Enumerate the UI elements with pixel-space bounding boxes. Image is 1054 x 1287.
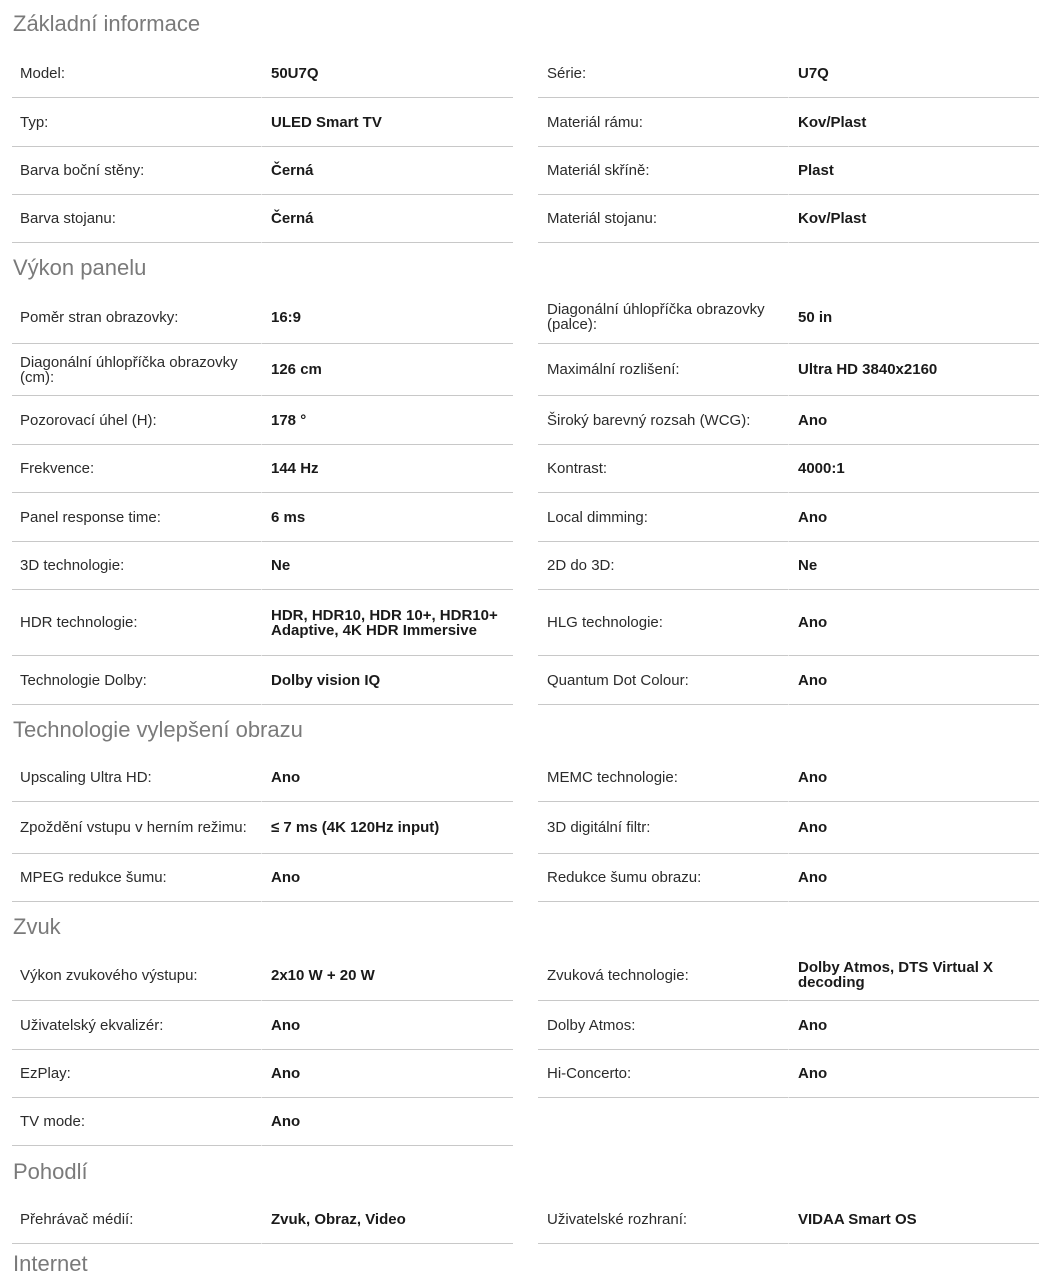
spec-label: Uživatelský ekvalizér: [12,1001,262,1050]
spec-column-left [12,753,513,902]
spec-row [538,291,1031,344]
spec-label: 2D do 3D: [538,542,789,590]
spec-value: Ano [789,1001,1039,1050]
spec-row [12,656,513,705]
spec-row [12,291,513,344]
spec-row [12,49,513,98]
spec-label: Série: [538,49,789,98]
spec-value: Ano [789,396,1039,445]
spec-value: Ano [262,1098,513,1146]
spec-value: 50 in [789,291,1039,344]
spec-label: Upscaling Ultra HD: [12,753,262,802]
spec-row [538,854,1031,902]
spec-row [538,49,1031,98]
spec-row [12,1195,513,1244]
spec-row [538,445,1031,493]
spec-value: ULED Smart TV [262,98,513,147]
spec-row [538,1195,1031,1244]
spec-label: Materiál rámu: [538,98,789,147]
spec-column-left [12,291,513,705]
spec-row [538,590,1031,656]
spec-row [538,753,1031,802]
spec-column-left [12,1195,513,1244]
spec-value: 2x10 W + 20 W [262,950,513,1001]
spec-value: 50U7Q [262,49,513,98]
spec-label: Diagonální úhlopříčka obrazovky (cm): [12,344,262,396]
spec-row [12,493,513,542]
spec-label: Materiál stojanu: [538,195,789,243]
spec-label: Barva boční stěny: [12,147,262,195]
spec-value: Ano [262,854,513,902]
spec-label: 3D digitální filtr: [538,802,789,854]
spec-row-empty [538,1098,1031,1146]
spec-column-right [530,950,1031,1146]
spec-row [538,950,1031,1001]
spec-label: Technologie Dolby: [12,656,262,705]
spec-row [538,542,1031,590]
spec-row [12,98,513,147]
spec-value: 6 ms [262,493,513,542]
spec-label: Typ: [12,98,262,147]
section-title: Pohodlí [13,1159,88,1184]
spec-table [12,1195,1031,1244]
spec-row [12,445,513,493]
spec-label: Model: [12,49,262,98]
spec-row [12,396,513,445]
spec-row [12,1050,513,1098]
spec-label: Poměr stran obrazovky: [12,291,262,344]
section-title: Technologie vylepšení obrazu [13,717,303,742]
spec-value: Plast [789,147,1039,195]
spec-row [538,1001,1031,1050]
spec-value: ≤ 7 ms (4K 120Hz input) [262,802,513,854]
spec-value: 144 Hz [262,445,513,493]
spec-value: Dolby Atmos, DTS Virtual X decoding [789,950,1039,1001]
spec-row [12,344,513,396]
spec-label: Barva stojanu: [12,195,262,243]
spec-label: Hi-Concerto: [538,1050,789,1098]
spec-value: Kov/Plast [789,195,1039,243]
spec-value: Ano [789,590,1039,656]
spec-label: Local dimming: [538,493,789,542]
spec-value: Ne [262,542,513,590]
spec-label: TV mode: [12,1098,262,1146]
spec-value: Ano [789,854,1039,902]
spec-value: Ano [789,656,1039,705]
spec-row [538,493,1031,542]
spec-label: Dolby Atmos: [538,1001,789,1050]
section-title: Zvuk [13,914,61,939]
spec-row [12,195,513,243]
spec-label: Panel response time: [12,493,262,542]
spec-row [12,542,513,590]
spec-row [12,1001,513,1050]
spec-label: Přehrávač médií: [12,1195,262,1244]
spec-label: MEMC technologie: [538,753,789,802]
spec-row [538,98,1031,147]
spec-column-left [12,49,513,243]
spec-row [538,195,1031,243]
spec-row [538,802,1031,854]
spec-value: Černá [262,195,513,243]
spec-label: Pozorovací úhel (H): [12,396,262,445]
spec-value: Ano [262,753,513,802]
spec-label: Frekvence: [12,445,262,493]
spec-column-right [530,1195,1031,1244]
spec-row [538,1050,1031,1098]
spec-label: HDR technologie: [12,590,262,656]
spec-column-right [530,753,1031,902]
spec-value: Ultra HD 3840x2160 [789,344,1039,396]
section-title: Výkon panelu [13,255,147,280]
spec-table [12,950,1031,1146]
spec-row [538,147,1031,195]
spec-value: Černá [262,147,513,195]
spec-label: MPEG redukce šumu: [12,854,262,902]
spec-row [12,802,513,854]
spec-label: HLG technologie: [538,590,789,656]
spec-label: Zpoždění vstupu v herním režimu: [12,802,262,854]
spec-label: Široký barevný rozsah (WCG): [538,396,789,445]
spec-row [538,656,1031,705]
spec-label: EzPlay: [12,1050,262,1098]
spec-value: Ano [262,1001,513,1050]
spec-row [12,950,513,1001]
spec-value: 126 cm [262,344,513,396]
spec-value: U7Q [789,49,1039,98]
spec-label: Quantum Dot Colour: [538,656,789,705]
spec-label: Redukce šumu obrazu: [538,854,789,902]
spec-label: Výkon zvukového výstupu: [12,950,262,1001]
spec-value: VIDAA Smart OS [789,1195,1039,1244]
spec-value: Ano [789,1050,1039,1098]
spec-label: 3D technologie: [12,542,262,590]
spec-row [12,147,513,195]
spec-value: Ne [789,542,1039,590]
spec-column-right [530,291,1031,705]
spec-label: Zvuková technologie: [538,950,789,1001]
spec-table [12,753,1031,902]
spec-value: Dolby vision IQ [262,656,513,705]
spec-row [538,396,1031,445]
spec-value: Zvuk, Obraz, Video [262,1195,513,1244]
spec-value: 178 ° [262,396,513,445]
spec-row [12,854,513,902]
spec-column-left [12,950,513,1146]
spec-table [12,49,1031,243]
section-title: Internet [13,1251,88,1276]
spec-value: Kov/Plast [789,98,1039,147]
spec-value: 4000:1 [789,445,1039,493]
spec-label: Maximální rozlišení: [538,344,789,396]
spec-row [538,344,1031,396]
spec-value: Ano [789,753,1039,802]
spec-row [12,753,513,802]
spec-table [12,291,1031,705]
spec-label: Materiál skříně: [538,147,789,195]
spec-value: Ano [789,802,1039,854]
spec-row [12,590,513,656]
spec-value: 16:9 [262,291,513,344]
spec-sheet [12,0,1031,1287]
spec-value: Ano [262,1050,513,1098]
section-title: Základní informace [13,11,201,36]
spec-label: Kontrast: [538,445,789,493]
spec-value: HDR, HDR10, HDR 10+, HDR10+ Adaptive, 4K HDR Immersive [262,590,513,656]
spec-value: Ano [789,493,1039,542]
spec-label: Diagonální úhlopříčka obrazovky (palce): [538,291,789,344]
spec-column-right [530,49,1031,243]
spec-label: Uživatelské rozhraní: [538,1195,789,1244]
spec-row [12,1098,513,1146]
